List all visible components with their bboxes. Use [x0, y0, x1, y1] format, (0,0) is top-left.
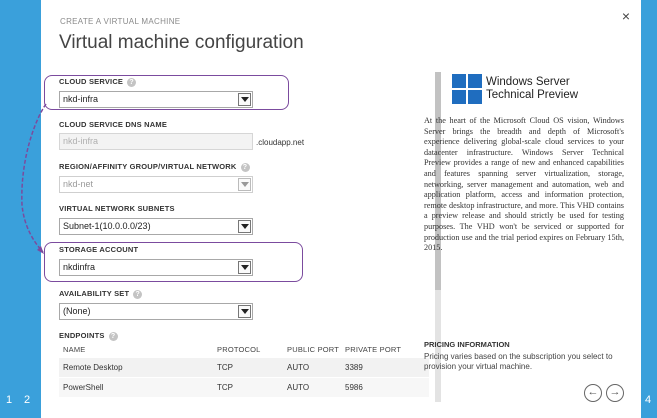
image-details-panel	[422, 72, 627, 409]
logo-pane	[468, 90, 482, 104]
endpoints-label	[59, 331, 118, 341]
logo-pane	[468, 74, 482, 88]
image-brand	[486, 76, 578, 102]
help-icon[interactable]: ?	[241, 163, 250, 172]
column-header: PUBLIC PORT	[287, 345, 340, 354]
help-icon[interactable]: ?	[127, 78, 136, 87]
cloud-service-label-text: CLOUD SERVICE	[59, 77, 124, 86]
brand-line-2: Technical Preview	[486, 89, 579, 101]
table-row[interactable]	[59, 377, 429, 397]
next-arrow-icon[interactable]: →	[606, 384, 624, 402]
back-arrow-icon[interactable]: ←	[584, 384, 602, 402]
dns-suffix: .cloudapp.net	[256, 138, 305, 147]
windows-logo-icon	[452, 74, 482, 104]
column-header: PRIVATE PORT	[345, 345, 402, 354]
brand-line-1: Windows Server	[486, 76, 570, 88]
table-cell: Remote Desktop	[63, 363, 123, 372]
dns-name-input[interactable]: nkd-infra	[59, 133, 253, 150]
storage-account-value: nkdinfra	[63, 262, 96, 272]
logo-pane	[452, 74, 466, 88]
endpoints-label-text: ENDPOINTS	[59, 331, 105, 340]
region-label-text: REGION/AFFINITY GROUP/VIRTUAL NETWORK	[59, 162, 237, 171]
endpoints-table	[59, 345, 429, 397]
step-1-link[interactable]: 1	[6, 394, 13, 406]
step-4-link[interactable]: 4	[645, 394, 652, 406]
table-header	[59, 345, 429, 357]
logo-pane	[452, 90, 466, 104]
table-cell: TCP	[217, 383, 233, 392]
table-cell: 3389	[345, 363, 363, 372]
storage-account-label: STORAGE ACCOUNT	[59, 245, 139, 254]
table-cell: AUTO	[287, 383, 310, 392]
table-cell: 5986	[345, 383, 363, 392]
availability-set-label-text: AVAILABILITY SET	[59, 289, 130, 298]
region-value: nkd-net	[63, 179, 94, 189]
help-icon[interactable]: ?	[133, 290, 142, 299]
image-description: At the heart of the Microsoft Cloud OS vision, Windows Server brings the breadth and depth of Microsoft's experience delivering global-scale cloud services to your datacenter infrastructure. Windows Server Technical Preview provides a range of new and enhanced capabilities and features spanning server virtualization, storage, networking, server management and automation, web and application platform, access and information protection, remote desktop infrastructure, and more. This VHD contains a preview release and should strictly be used for testing purposes. The VHD won't be serviced or supported for production use and the trial period expires on February 15th, 2015.	[424, 116, 624, 253]
subnets-value: Subnet-1(10.0.0.0/23)	[63, 221, 151, 231]
help-icon[interactable]: ?	[109, 332, 118, 341]
table-cell: AUTO	[287, 363, 310, 372]
step-2-link[interactable]: 2	[24, 394, 31, 406]
availability-set-value: (None)	[63, 306, 91, 316]
column-header: PROTOCOL	[217, 345, 261, 354]
page-title: Virtual machine configuration	[59, 32, 304, 53]
column-header: NAME	[63, 345, 86, 354]
table-cell: PowerShell	[63, 383, 104, 392]
wizard-eyebrow: CREATE A VIRTUAL MACHINE	[60, 17, 181, 26]
dns-name-label: CLOUD SERVICE DNS NAME	[59, 120, 168, 129]
annotation-arrow-line	[22, 104, 46, 252]
subnets-label: VIRTUAL NETWORK SUBNETS	[59, 204, 175, 213]
pricing-heading: PRICING INFORMATION	[424, 340, 510, 349]
cloud-service-value: nkd-infra	[63, 94, 99, 104]
pricing-text: Pricing varies based on the subscription you select to provision your virtual machine.	[424, 352, 613, 371]
close-icon[interactable]: ×	[621, 8, 630, 24]
table-cell: TCP	[217, 363, 233, 372]
table-row[interactable]	[59, 357, 429, 377]
